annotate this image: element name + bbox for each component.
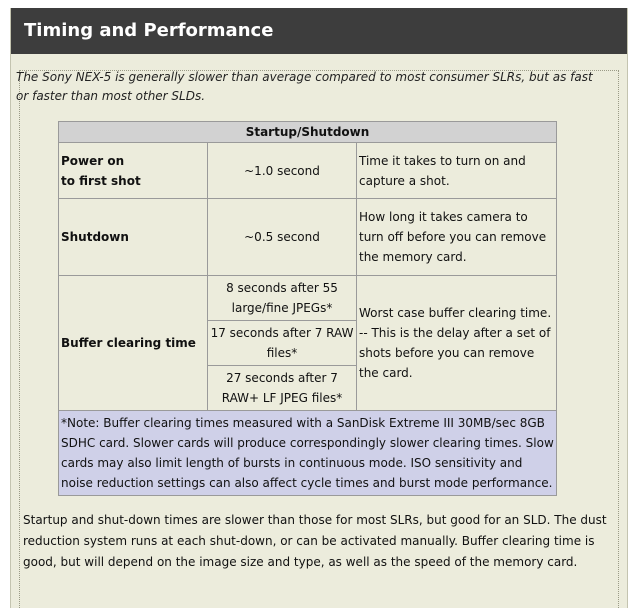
row-desc-power-on: Time it takes to turn on and capture a shot. <box>357 143 557 199</box>
row-value-buffer-jpeg: 8 seconds after 55 large/fine JPEGs* <box>208 276 357 321</box>
table-note-row <box>59 411 557 496</box>
row-value-power-on: ~1.0 second <box>208 143 357 199</box>
table-header-row <box>59 122 557 143</box>
row-desc-shutdown: How long it takes camera to turn off before you can remove the memory card. <box>357 199 557 276</box>
summary-paragraph: Startup and shut-down times are slower than those for most SLRs, but good for an SLD. The dust reduction system runs at each shut-down, or can be activated manually. Buffer clearing time is good, but will depend on the image size and type, as well as the speed of the memory card. <box>23 513 607 569</box>
table-footnote: *Note: Buffer clearing times measured with a SanDisk Extreme III 30MB/sec 8GB SDHC card. Slower cards will produce correspondingly slower clearing times. Slow cards may also limit length of bursts in continuous mode. ISO sensitivity and noise reduction settings can also affect cycle times and burst mode performance. <box>59 411 557 496</box>
table-row <box>59 276 557 321</box>
row-value-buffer-raw-jpeg: 27 seconds after 7 RAW+ LF JPEG files* <box>208 366 357 411</box>
intro-paragraph: The Sony NEX-5 is generally slower than average compared to most consumer SLRs, but as fast or faster than most other SLDs. <box>16 70 593 103</box>
row-label-power-on <box>59 143 208 199</box>
section-title: Timing and Performance <box>11 8 627 54</box>
startup-shutdown-table <box>58 121 557 496</box>
row-label-buffer: Buffer clearing time <box>59 276 208 411</box>
row-desc-buffer: Worst case buffer clearing time. -- This is the delay after a set of shots before you can remove the card. <box>357 276 557 411</box>
row-value-buffer-raw: 17 seconds after 7 RAW files* <box>208 321 357 366</box>
row-value-shutdown: ~0.5 second <box>208 199 357 276</box>
table-row <box>59 143 557 199</box>
table-row <box>59 199 557 276</box>
row-label-shutdown: Shutdown <box>59 199 208 276</box>
row-label-line: Power on <box>61 153 125 168</box>
row-label-line: to first shot <box>61 173 141 188</box>
table-header: Startup/Shutdown <box>59 122 557 143</box>
